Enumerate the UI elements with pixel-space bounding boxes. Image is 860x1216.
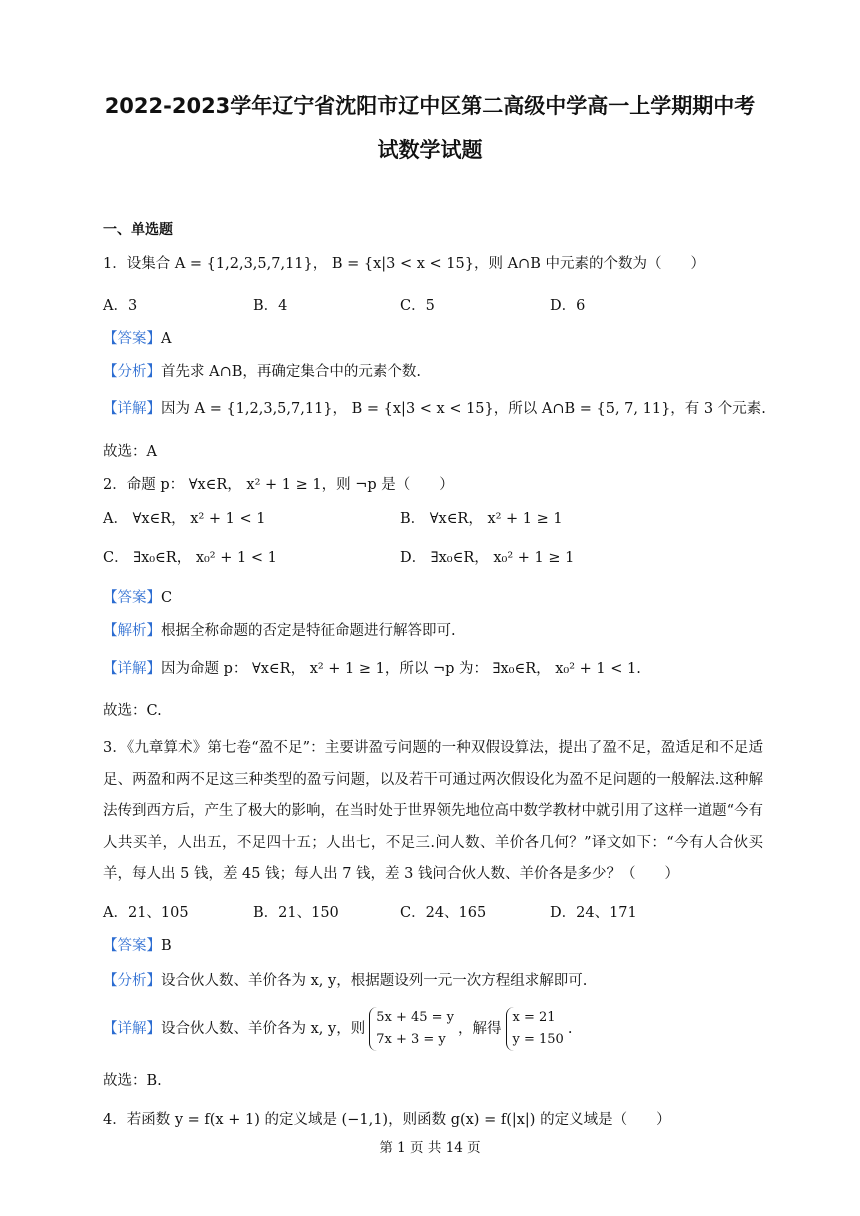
- equation-1a: 5x + 45 = y: [376, 1010, 455, 1025]
- q1-stem: 1．设集合 A = {1,2,3,5,7,11}， B = {x|3 < x < 15}，则 A∩B 中元素的个数为（ ）: [103, 256, 705, 272]
- detail-tag: 【详解】: [103, 661, 161, 677]
- q3-choice: 故选：B.: [103, 1073, 162, 1089]
- section-heading: 一、单选题: [103, 222, 173, 238]
- q2-option-d: D． ∃x₀∈R， x₀² + 1 ≥ 1: [400, 550, 575, 566]
- q2-option-a: A． ∀x∈R， x² + 1 < 1: [103, 511, 266, 527]
- analysis-tag: 【分析】: [103, 973, 161, 989]
- answer-tag: 【答案】: [103, 938, 161, 954]
- analysis-tag: 【分析】: [103, 364, 161, 380]
- q2-analysis-text: 根据全称命题的否定是特征命题进行解答即可.: [161, 623, 456, 639]
- q1-detail-text: 因为 A = {1,2,3,5,7,11}， B = {x|3 < x < 15}，所以 A∩B = {5, 7, 11}，有 3 个元素.: [161, 401, 766, 417]
- equation-2a: x = 21: [512, 1010, 556, 1025]
- q2-answer-value: C: [161, 590, 173, 606]
- q1-answer-value: A: [161, 331, 172, 347]
- q3-option-c: C．24、165: [400, 905, 487, 921]
- page-footer: 第 1 页 共 14 页: [379, 1140, 481, 1156]
- q3-analysis-text: 设合伙人数、羊价各为 x, y，根据题设列一元一次方程组求解即可.: [161, 973, 588, 989]
- q1-answer: [103, 327, 763, 348]
- q3-answer: [103, 934, 763, 955]
- q3-detail-mid: ，解得: [458, 1021, 502, 1037]
- q2-stem: 2．命题 p： ∀x∈R， x² + 1 ≥ 1，则 ¬p 是（ ）: [103, 477, 454, 493]
- q2-answer: [103, 586, 763, 607]
- q3-options: [103, 901, 763, 921]
- q2-detail: [103, 657, 763, 678]
- doc-title-line-1: 2022-2023学年辽宁省沈阳市辽中区第二高级中学高一上学期期中考: [104, 94, 756, 118]
- q3-detail-text: 设合伙人数、羊价各为 x, y，则: [161, 1021, 366, 1037]
- q3-option-a: A．21、105: [103, 905, 189, 921]
- q1-option-d: D．6: [550, 298, 586, 314]
- q3-detail: [103, 1003, 763, 1055]
- q1-option-c: C．5: [400, 298, 435, 314]
- q2-options-row-1: [103, 507, 763, 527]
- equation-system-1: [369, 1007, 454, 1051]
- q1-analysis: [103, 360, 763, 381]
- q2-analysis: [103, 619, 763, 640]
- q2-detail-text: 因为命题 p： ∀x∈R， x² + 1 ≥ 1，所以 ¬p 为： ∃x₀∈R， x₀² + 1 < 1.: [161, 661, 641, 677]
- q3-answer-value: B: [161, 938, 172, 954]
- q1-option-a: A．3: [103, 298, 138, 314]
- detail-tag: 【详解】: [103, 401, 161, 417]
- q3-analysis: [103, 969, 763, 990]
- q4-stem: 4．若函数 y = f(x + 1) 的定义域是 (−1,1)，则函数 g(x) = f(|x|) 的定义域是（ ）: [103, 1112, 671, 1128]
- equation-1b: 7x + 3 = y: [376, 1032, 446, 1047]
- analysis-tag: 【解析】: [103, 623, 161, 639]
- answer-tag: 【答案】: [103, 331, 161, 347]
- q3-detail-end: .: [567, 1021, 573, 1037]
- q2-option-b: B． ∀x∈R， x² + 1 ≥ 1: [400, 511, 563, 527]
- q3-option-d: D．24、171: [550, 905, 637, 921]
- q1-options: [103, 294, 763, 314]
- answer-tag: 【答案】: [103, 590, 161, 606]
- q2-choice: 故选：C.: [103, 703, 162, 719]
- q1-analysis-text: 首先求 A∩B，再确定集合中的元素个数.: [161, 364, 421, 380]
- q1-detail: [103, 397, 766, 418]
- q3-stem: 3．《九章算术》第七卷“盈不足”：主要讲盈亏问题的一种双假设算法，提出了盈不足，盈适足和不足适足、两盈和两不足这三种类型的盈亏问题，以及若干可通过两次假设化为盈不足问题的一般解法.这种解法传到西方后，产生了极大的影响，在当时处于世界领先地位高中数学教材中就引用了这样一道题“今有人共买羊，人出五，不足四十五；人出七，不足三.问人数、羊价各几何？”译文如下：“今有人合伙买羊，每人出 5 钱，差 45 钱；每人出 7 钱，差 3 钱问合伙人数、羊价各是多少？（ ）: [103, 740, 763, 882]
- q2-options-row-2: [103, 546, 763, 566]
- equation-system-2: [506, 1007, 564, 1051]
- q1-choice: 故选：A: [103, 444, 157, 460]
- q1-option-b: B．4: [253, 298, 288, 314]
- doc-title-line-2: 试数学试题: [377, 138, 483, 162]
- q3-option-b: B．21、150: [253, 905, 339, 921]
- detail-tag: 【详解】: [103, 1021, 161, 1037]
- q2-option-c: C． ∃x₀∈R， x₀² + 1 < 1: [103, 550, 277, 566]
- equation-2b: y = 150: [512, 1032, 564, 1047]
